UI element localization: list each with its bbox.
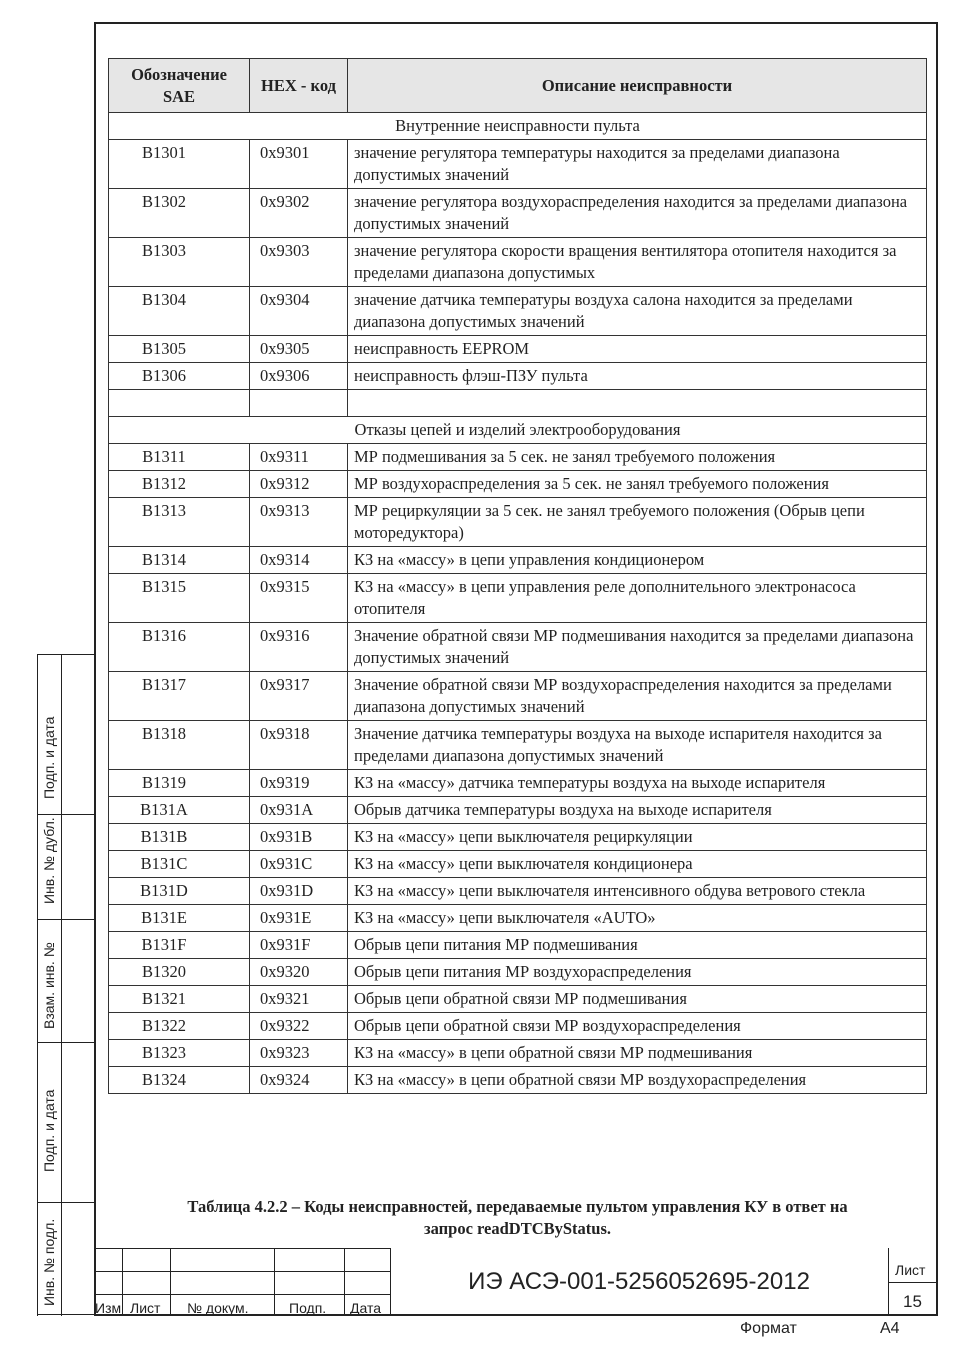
- cell-sae: B1305: [109, 336, 250, 363]
- empty-cell: [348, 390, 927, 417]
- strip-line: [37, 654, 94, 655]
- cell-hex: 0x9313: [250, 498, 348, 547]
- cell-description: Значение датчика температуры воздуха на выходе испарителя находится за пределами диапазона допустимых значений: [348, 721, 927, 770]
- caption-line-1: Таблица 4.2.2 – Коды неисправностей, передаваемые пультом управления КУ в ответ на: [187, 1197, 848, 1216]
- cell-description: значение регулятора температуры находится за пределами диапазона допустимых значений: [348, 140, 927, 189]
- cell-description: Обрыв цепи питания МР воздухораспределения: [348, 959, 927, 986]
- cell-description: Обрыв датчика температуры воздуха на выходе испарителя: [348, 797, 927, 824]
- cell-description: значение регулятора скорости вращения вентилятора отопителя находится за пределами диапазона допустимых: [348, 238, 927, 287]
- cell-sae: B1303: [109, 238, 250, 287]
- table-row: [109, 547, 927, 574]
- cell-description: КЗ на «массу» цепи выключателя рециркуляции: [348, 824, 927, 851]
- cell-description: МР воздухораспределения за 5 сек. не занял требуемого положения: [348, 471, 927, 498]
- cell-description: Обрыв цепи обратной связи МР воздухораспределения: [348, 1013, 927, 1040]
- table-row: [109, 770, 927, 797]
- table-body: [109, 113, 927, 1094]
- cell-description: МР подмешивания за 5 сек. не занял требуемого положения: [348, 444, 927, 471]
- cell-description: КЗ на «массу» в цепи управления реле дополнительного электронасоса отопителя: [348, 574, 927, 623]
- table-row: [109, 905, 927, 932]
- table-row: [109, 672, 927, 721]
- table-row: [109, 336, 927, 363]
- cell-hex: 0x9322: [250, 1013, 348, 1040]
- cell-hex: 0x9305: [250, 336, 348, 363]
- cell-sae: B131A: [109, 797, 250, 824]
- cell-hex: 0x9301: [250, 140, 348, 189]
- strip-line: [37, 1042, 94, 1043]
- cell-hex: 0x9323: [250, 1040, 348, 1067]
- cell-sae: B1318: [109, 721, 250, 770]
- table-row: [109, 444, 927, 471]
- label-podp-data-top: Подп. и дата: [41, 716, 57, 799]
- cell-hex: 0x931D: [250, 878, 348, 905]
- cell-hex: 0x9324: [250, 1067, 348, 1094]
- cell-description: неисправность флэш-ПЗУ пульта: [348, 363, 927, 390]
- cell-description: Обрыв цепи питания МР подмешивания: [348, 932, 927, 959]
- section-title: Внутренние неисправности пульта: [109, 113, 927, 140]
- section-row-equipment: [109, 417, 927, 444]
- table-row: [109, 287, 927, 336]
- cell-description: КЗ на «массу» цепи выключателя кондиционера: [348, 851, 927, 878]
- table-row: [109, 238, 927, 287]
- stamp-line: [344, 1248, 345, 1316]
- side-stamp-strip: [37, 654, 94, 1316]
- table-row: [109, 721, 927, 770]
- cell-hex: 0x931B: [250, 824, 348, 851]
- table-row: [109, 471, 927, 498]
- table-row: [109, 959, 927, 986]
- cell-hex: 0x931F: [250, 932, 348, 959]
- cell-sae: B131C: [109, 851, 250, 878]
- cell-description: неисправность EEPROM: [348, 336, 927, 363]
- caption-line-2: запрос readDTCByStatus.: [423, 1219, 612, 1238]
- stamp-line: [170, 1248, 171, 1316]
- stamp-line: [274, 1248, 275, 1316]
- cell-sae: B1322: [109, 1013, 250, 1040]
- cell-description: КЗ на «массу» в цепи обратной связи МР подмешивания: [348, 1040, 927, 1067]
- cell-sae: B1304: [109, 287, 250, 336]
- strip-line: [37, 1202, 94, 1203]
- document-number: ИЭ АСЭ-001-5256052695-2012: [468, 1268, 810, 1295]
- stamp-line: [888, 1282, 938, 1283]
- cell-sae: B1311: [109, 444, 250, 471]
- table-row: [109, 363, 927, 390]
- stamp-line: [122, 1248, 123, 1316]
- table-row: [109, 1013, 927, 1040]
- cell-description: КЗ на «массу» цепи выключателя «AUTO»: [348, 905, 927, 932]
- cell-sae: B1301: [109, 140, 250, 189]
- sheet-number: 15: [903, 1292, 922, 1311]
- cell-hex: 0x9316: [250, 623, 348, 672]
- strip-line: [37, 1314, 94, 1315]
- stamp-line: [390, 1248, 391, 1316]
- empty-row: [109, 390, 927, 417]
- cell-sae: B1323: [109, 1040, 250, 1067]
- table-row: [109, 1040, 927, 1067]
- cell-hex: 0x9304: [250, 287, 348, 336]
- table-row: [109, 824, 927, 851]
- sheet-label: Лист: [895, 1262, 926, 1278]
- label-inv-podl: Инв. № подл.: [41, 1218, 57, 1306]
- cell-hex: 0x9314: [250, 547, 348, 574]
- cell-description: значение датчика температуры воздуха салона находится за пределами диапазона допустимых значений: [348, 287, 927, 336]
- table-row: [109, 986, 927, 1013]
- header-hex: HEX - код: [250, 59, 348, 113]
- title-block: [94, 1248, 938, 1316]
- table-row: [109, 574, 927, 623]
- stamp-izm: Изм: [95, 1300, 122, 1316]
- cell-description: КЗ на «массу» датчика температуры воздуха на выходе испарителя: [348, 770, 927, 797]
- cell-hex: 0x9317: [250, 672, 348, 721]
- empty-cell: [109, 390, 250, 417]
- cell-sae: B1321: [109, 986, 250, 1013]
- cell-description: Значение обратной связи МР подмешивания находится за пределами диапазона допустимых значений: [348, 623, 927, 672]
- table-row: [109, 623, 927, 672]
- cell-hex: 0x9321: [250, 986, 348, 1013]
- cell-sae: B1314: [109, 547, 250, 574]
- cell-hex: 0x931C: [250, 851, 348, 878]
- cell-sae: B1306: [109, 363, 250, 390]
- table-row: [109, 498, 927, 547]
- cell-hex: 0x9319: [250, 770, 348, 797]
- format-label: Формат: [740, 1320, 797, 1337]
- strip-line: [37, 814, 94, 815]
- cell-sae: B131B: [109, 824, 250, 851]
- cell-sae: B131F: [109, 932, 250, 959]
- strip-line: [37, 654, 38, 1316]
- cell-sae: B131E: [109, 905, 250, 932]
- cell-description: МР рециркуляции за 5 сек. не занял требуемого положения (Обрыв цепи моторедуктора): [348, 498, 927, 547]
- section-row-internal: [109, 113, 927, 140]
- cell-hex: 0x931E: [250, 905, 348, 932]
- stamp-list: Лист: [130, 1300, 161, 1316]
- table-row: [109, 189, 927, 238]
- cell-sae: B1320: [109, 959, 250, 986]
- cell-sae: B1324: [109, 1067, 250, 1094]
- cell-hex: 0x9303: [250, 238, 348, 287]
- cell-sae: B1317: [109, 672, 250, 721]
- stamp-data: Дата: [350, 1300, 382, 1316]
- cell-sae: B1312: [109, 471, 250, 498]
- cell-hex: 0x9306: [250, 363, 348, 390]
- stamp-dokum: № докум.: [187, 1300, 249, 1316]
- table-row: [109, 932, 927, 959]
- cell-hex: 0x9311: [250, 444, 348, 471]
- cell-hex: 0x9302: [250, 189, 348, 238]
- label-inv-dubl: Инв. № дубл.: [41, 817, 57, 904]
- format-value: А4: [880, 1320, 900, 1337]
- cell-description: значение регулятора воздухораспределения находится за пределами диапазона допустимых значений: [348, 189, 927, 238]
- cell-sae: B1316: [109, 623, 250, 672]
- strip-line: [61, 654, 62, 1316]
- fault-codes-table: [108, 58, 927, 1094]
- cell-description: КЗ на «массу» цепи выключателя интенсивного обдува ветрового стекла: [348, 878, 927, 905]
- table-caption: [108, 1196, 927, 1240]
- cell-sae: B1319: [109, 770, 250, 797]
- stamp-line: [94, 1271, 390, 1272]
- table-row: [109, 1067, 927, 1094]
- stamp-podp: Подп.: [289, 1300, 327, 1316]
- cell-hex: 0x9312: [250, 471, 348, 498]
- cell-description: Обрыв цепи обратной связи МР подмешивания: [348, 986, 927, 1013]
- table-row: [109, 797, 927, 824]
- table-row: [109, 851, 927, 878]
- cell-sae: B1315: [109, 574, 250, 623]
- section-title: Отказы цепей и изделий электрооборудования: [109, 417, 927, 444]
- strip-line: [37, 919, 94, 920]
- label-podp-data-bottom: Подп. и дата: [41, 1089, 57, 1172]
- header-description: Описание неисправности: [348, 59, 927, 113]
- stamp-line: [94, 1294, 390, 1295]
- cell-description: КЗ на «массу» в цепи управления кондиционером: [348, 547, 927, 574]
- cell-sae: B1302: [109, 189, 250, 238]
- cell-description: Значение обратной связи МР воздухораспределения находится за пределами диапазона допустимых значений: [348, 672, 927, 721]
- cell-hex: 0x931A: [250, 797, 348, 824]
- cell-sae: B131D: [109, 878, 250, 905]
- cell-hex: 0x9320: [250, 959, 348, 986]
- label-vzam-inv: Взам. инв. №: [41, 942, 57, 1029]
- cell-sae: B1313: [109, 498, 250, 547]
- table-row: [109, 878, 927, 905]
- header-sae: Обозначение SAE: [109, 59, 250, 113]
- stamp-line: [94, 1248, 390, 1249]
- cell-hex: 0x9318: [250, 721, 348, 770]
- table-row: [109, 140, 927, 189]
- empty-cell: [250, 390, 348, 417]
- table-header-row: [109, 59, 927, 113]
- cell-description: КЗ на «массу» в цепи обратной связи МР воздухораспределения: [348, 1067, 927, 1094]
- cell-hex: 0x9315: [250, 574, 348, 623]
